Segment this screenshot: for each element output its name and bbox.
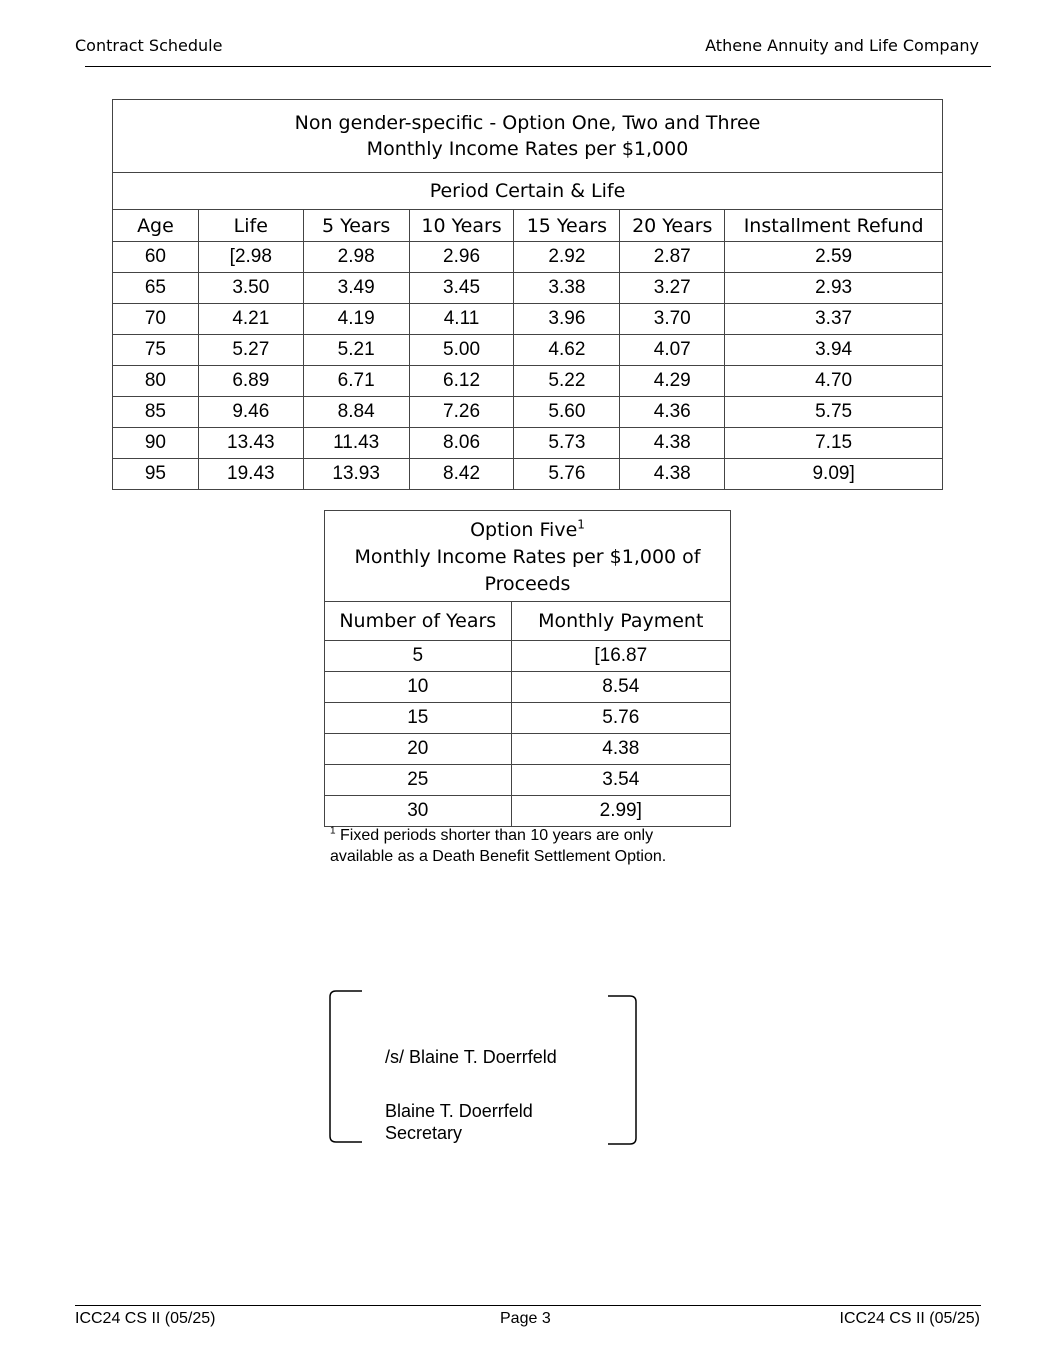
table-cell: 8.06 [409,428,514,459]
table-row [325,765,731,796]
table-row [113,459,943,490]
footnote-text: Fixed periods shorter than 10 years are only available as a Death Benefit Settlement Option. [330,827,667,865]
table-cell: 60 [113,242,199,273]
table-cell: 90 [113,428,199,459]
footer-left: ICC24 CS II (05/25) [75,1310,216,1327]
table-cell: 9.46 [198,397,303,428]
table-cell: 5.75 [725,397,943,428]
table-cell: 2.96 [409,242,514,273]
table-cell: 25 [325,765,512,796]
footer-rule [75,1305,981,1306]
table-cell: 4.38 [620,459,725,490]
table-cell: 11.43 [303,428,409,459]
table-cell: 3.37 [725,304,943,335]
table-cell: 75 [113,335,199,366]
rates-column-header: 15 Years [514,210,620,242]
signature-line: /s/ Blaine T. Doerrfeld [385,1047,557,1067]
table-cell: 8.54 [511,672,730,703]
option-five-header-row [325,602,731,641]
signatory-name: Blaine T. Doerrfeld [385,1101,533,1121]
table-cell: 2.87 [620,242,725,273]
rates-column-header: 10 Years [409,210,514,242]
table-row [113,273,943,304]
option-five-title-cell [325,511,731,602]
table-cell: 4.19 [303,304,409,335]
option-five-footnote-marker: 1 [577,517,585,532]
table-cell: 3.96 [514,304,620,335]
signatory [385,1100,533,1144]
table-cell: 2.98 [303,242,409,273]
table-cell: 5.21 [303,335,409,366]
table-cell: 30 [325,796,512,827]
table-cell: 70 [113,304,199,335]
table-cell: 4.36 [620,397,725,428]
table-cell: 4.70 [725,366,943,397]
income-rates-table [112,99,943,490]
table-cell: 9.09] [725,459,943,490]
table-cell: 6.71 [303,366,409,397]
table-cell: 5.00 [409,335,514,366]
table-cell: 6.89 [198,366,303,397]
table-cell: 4.07 [620,335,725,366]
table-cell: 19.43 [198,459,303,490]
table-cell: 7.26 [409,397,514,428]
table-cell: [16.87 [511,641,730,672]
table-cell: 4.38 [620,428,725,459]
table-cell: 3.70 [620,304,725,335]
option-five-subtitle: Monthly Income Rates per $1,000 of Proceeds [354,545,701,595]
table-cell: 2.59 [725,242,943,273]
option-five-table [324,510,731,827]
table-cell: 80 [113,366,199,397]
table-row [113,335,943,366]
rates-table-subheader: Period Certain & Life [113,173,943,210]
table-cell: 4.38 [511,734,730,765]
table-cell: 5.76 [511,703,730,734]
table-cell: 15 [325,703,512,734]
footer-page-number: Page 3 [500,1310,551,1327]
table-row [113,242,943,273]
option-five-column-header: Monthly Payment [511,602,730,641]
table-cell: 13.93 [303,459,409,490]
table-cell: 6.12 [409,366,514,397]
table-cell: 4.11 [409,304,514,335]
table-cell: 10 [325,672,512,703]
rates-column-header: Life [198,210,303,242]
table-row [113,366,943,397]
rates-table-body [113,242,943,490]
table-cell: 5.76 [514,459,620,490]
table-cell: 65 [113,273,199,304]
footer-right: ICC24 CS II (05/25) [839,1310,980,1327]
option-five-body [325,641,731,827]
rates-column-header: Age [113,210,199,242]
table-row [113,304,943,335]
table-cell: 8.84 [303,397,409,428]
table-row [113,428,943,459]
table-cell: 5.22 [514,366,620,397]
header-left: Contract Schedule [75,36,223,55]
rates-table-header-row [113,210,943,242]
table-cell: 4.21 [198,304,303,335]
table-cell: 95 [113,459,199,490]
table-row [325,796,731,827]
rates-table-title-line2: Monthly Income Rates per $1,000 [366,138,689,160]
table-row [113,397,943,428]
table-cell: 3.49 [303,273,409,304]
table-cell: 3.94 [725,335,943,366]
signature-right-bracket [604,993,644,1149]
header-rule [85,66,991,67]
table-cell: 5.73 [514,428,620,459]
table-cell: 2.99] [511,796,730,827]
table-cell: [2.98 [198,242,303,273]
table-cell: 20 [325,734,512,765]
table-cell: 7.15 [725,428,943,459]
signatory-title: Secretary [385,1123,463,1143]
rates-column-header: 20 Years [620,210,725,242]
table-cell: 3.54 [511,765,730,796]
table-cell: 13.43 [198,428,303,459]
option-five-column-header: Number of Years [325,602,512,641]
table-cell: 2.92 [514,242,620,273]
table-cell: 5 [325,641,512,672]
table-cell: 5.60 [514,397,620,428]
table-cell: 8.42 [409,459,514,490]
table-cell: 3.27 [620,273,725,304]
table-row [325,641,731,672]
header-right: Athene Annuity and Life Company [705,36,979,55]
signature-left-bracket [326,988,366,1148]
table-cell: 3.45 [409,273,514,304]
rates-table-title [113,100,943,173]
rates-table-title-line1: Non gender-specific - Option One, Two and Three [294,112,761,134]
table-cell: 3.38 [514,273,620,304]
table-row [325,734,731,765]
table-cell: 4.29 [620,366,725,397]
table-row [325,703,731,734]
table-cell: 5.27 [198,335,303,366]
rates-column-header: Installment Refund [725,210,943,242]
option-five-title: Option Five [470,518,578,541]
table-cell: 4.62 [514,335,620,366]
table-cell: 85 [113,397,199,428]
rates-column-header: 5 Years [303,210,409,242]
table-row [325,672,731,703]
footnote [330,825,710,867]
footnote-marker: 1 [330,825,336,837]
table-cell: 2.93 [725,273,943,304]
table-cell: 3.50 [198,273,303,304]
